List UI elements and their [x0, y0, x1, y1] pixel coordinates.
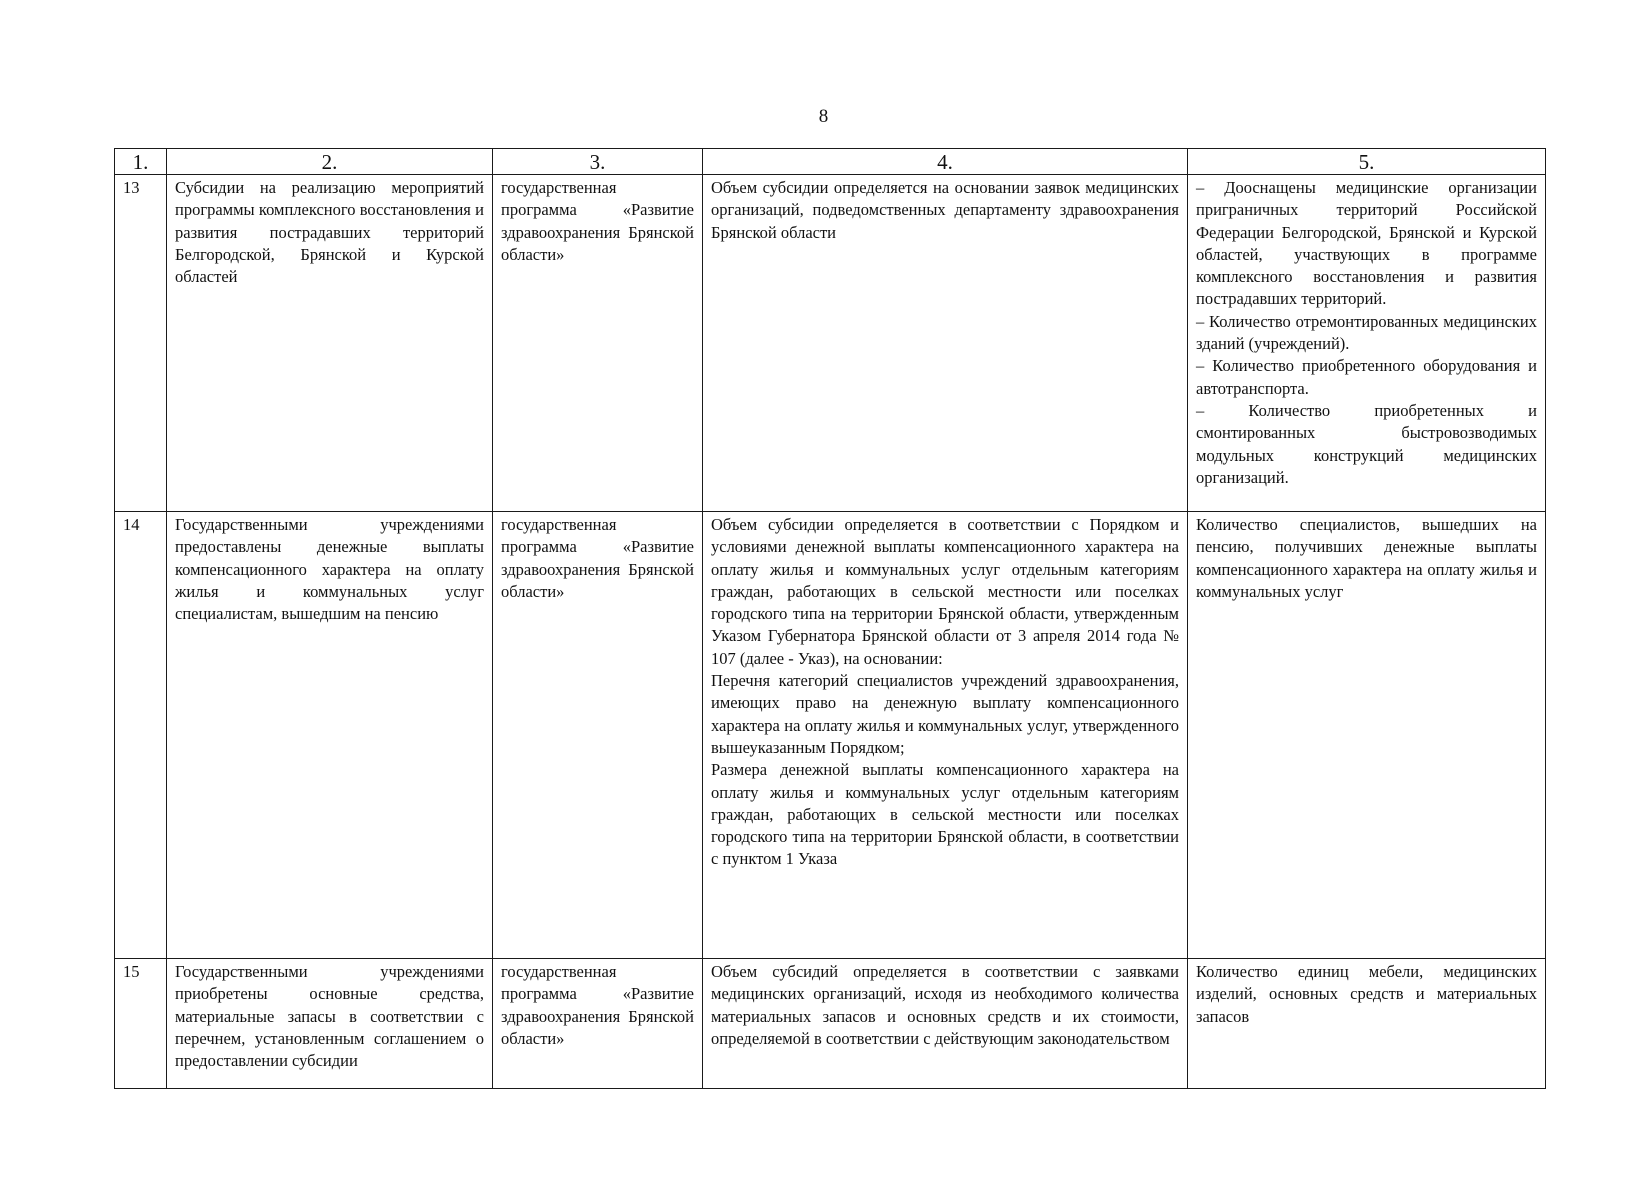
calculation-paragraph: Размера денежной выплаты компенсационного характера на оплату жилья и коммунальных услуг отдельным категориям граждан, работающих в сельской местности или поселках городского типа на территории Брянской области, в соответствии с пунктом 1 Указа	[711, 760, 1179, 869]
event-name-cell: Государственными учреждениями приобретены основные средства, материальные запасы в соответствии с перечнем, установленным соглашением о предоставлении субсидии	[167, 959, 493, 1089]
column-header-4: 4.	[703, 149, 1188, 175]
table-header-row	[115, 149, 1546, 175]
calculation-cell	[703, 959, 1188, 1089]
column-header-1: 1.	[115, 149, 167, 175]
result-paragraph: – Количество отремонтированных медицинских зданий (учреждений).	[1196, 311, 1537, 354]
column-header-5: 5.	[1188, 149, 1546, 175]
column-header-3: 3.	[493, 149, 703, 175]
table-row	[115, 175, 1546, 512]
event-name-cell: Государственными учреждениями предоставлены денежные выплаты компенсационного характера на оплату жилья и коммунальных услуг специалистам, вышедшим на пенсию	[167, 512, 493, 959]
calculation-cell	[703, 175, 1188, 512]
result-cell	[1188, 175, 1546, 512]
result-paragraph: – Дооснащены медицинские организации приграничных территорий Российской Федерации Белгородской, Брянской и Курской областей, участвующих в программе комплексного восстановления и развития пострадавших территорий.	[1196, 178, 1537, 309]
row-number: 13	[115, 175, 167, 512]
calculation-paragraph: Перечня категорий специалистов учреждений здравоохранения, имеющих право на денежную выплату компенсационного характера на оплату жилья и коммунальных услуг, утвержденного вышеуказанным Порядком;	[711, 671, 1179, 757]
event-name-cell: Субсидии на реализацию мероприятий программы комплексного восстановления и развития пострадавших территорий Белгородской, Брянской и Курской областей	[167, 175, 493, 512]
table-row	[115, 959, 1546, 1089]
program-cell: государственная программа «Развитие здравоохранения Брянской области»	[493, 959, 703, 1089]
result-paragraph: – Количество приобретенного оборудования и автотранспорта.	[1196, 356, 1537, 398]
result-cell	[1188, 959, 1546, 1089]
program-cell: государственная программа «Развитие здравоохранения Брянской области»	[493, 512, 703, 959]
program-cell: государственная программа «Развитие здравоохранения Брянской области»	[493, 175, 703, 512]
result-paragraph: – Количество приобретенных и смонтированных быстровозводимых модульных конструкций медицинских организаций.	[1196, 400, 1537, 487]
column-header-2: 2.	[167, 149, 493, 175]
calculation-paragraph: Объем субсидий определяется в соответствии с заявками медицинских организаций, исходя из необходимого количества материальных запасов и основных средств и их стоимости, определяемой в соответствии с действующим законодательством	[711, 962, 1179, 1048]
calculation-cell	[703, 512, 1188, 959]
page-number: 8	[818, 106, 829, 127]
calculation-paragraph: Объем субсидии определяется в соответствии с Порядком и условиями денежной выплаты компенсационного характера на оплату жилья и коммунальных услуг отдельным категориям граждан, работающих в сельской местности или поселках городского типа на территории Брянской области, утвержденным Указом Губернатора Брянской области от 3 апреля 2014 года № 107 (далее - Указ), на основании:	[711, 515, 1179, 668]
result-paragraph: Количество единиц мебели, медицинских изделий, основных средств и материальных запасов	[1196, 962, 1537, 1026]
document-table	[114, 148, 1546, 1089]
calculation-paragraph: Объем субсидии определяется на основании заявок медицинских организаций, подведомственных департаменту здравоохранения Брянской области	[711, 178, 1179, 242]
result-cell	[1188, 512, 1546, 959]
row-number: 14	[115, 512, 167, 959]
result-paragraph: Количество специалистов, вышедших на пенсию, получивших денежные выплаты компенсационного характера на оплату жилья и коммунальных услуг	[1196, 515, 1537, 601]
table-row	[115, 512, 1546, 959]
row-number: 15	[115, 959, 167, 1089]
